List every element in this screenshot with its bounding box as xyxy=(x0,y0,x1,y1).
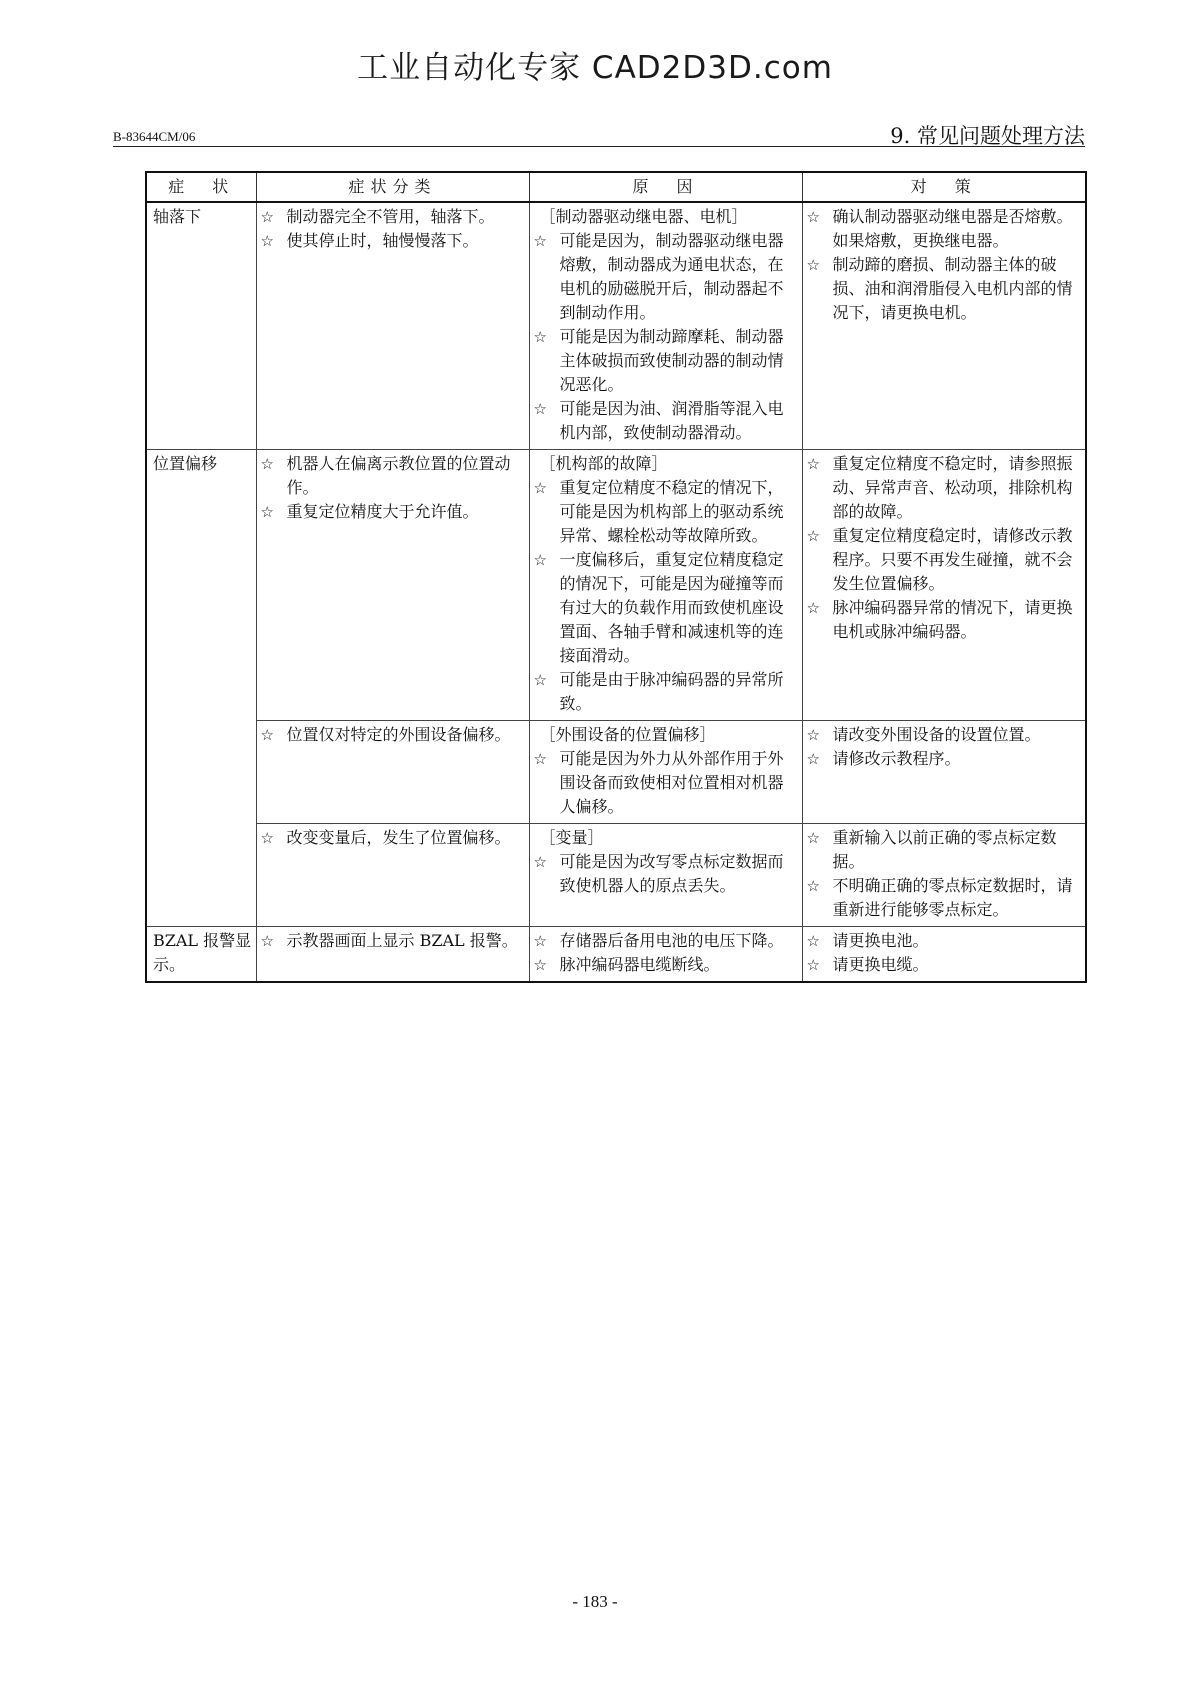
table-row xyxy=(146,824,1086,927)
list-item xyxy=(807,723,1082,747)
page-number: - 183 - xyxy=(572,1592,618,1611)
list-item xyxy=(261,723,525,747)
star-outline-icon: ☆ xyxy=(533,551,547,569)
item-text: 一度偏移后，重复定位精度稳定的情况下，可能是因为碰撞等而有过大的负载作用而致使机座设置面、各轴手臂和减速机等的连接面滑动。 xyxy=(559,550,784,665)
symptom-cell xyxy=(146,202,256,450)
watermark: 工业自动化专家 CAD2D3D.com xyxy=(357,50,833,86)
classification-list xyxy=(261,452,525,524)
star-outline-icon: ☆ xyxy=(806,527,820,545)
cause-cell xyxy=(529,824,802,927)
list-item xyxy=(534,229,798,325)
list-item xyxy=(261,205,525,229)
cause-cell xyxy=(529,721,802,824)
list-item xyxy=(534,476,798,548)
list-item xyxy=(807,596,1082,644)
list-item xyxy=(261,229,525,253)
star-outline-icon: ☆ xyxy=(806,750,820,768)
measure-list xyxy=(807,929,1082,977)
star-outline-icon: ☆ xyxy=(260,503,274,521)
cause-list xyxy=(534,929,798,977)
cause-list xyxy=(534,747,798,819)
item-text: 改变变量后，发生了位置偏移。 xyxy=(286,828,511,847)
cause-title: ［机构部的故障］ xyxy=(539,454,668,473)
star-outline-icon: ☆ xyxy=(533,853,547,871)
list-item xyxy=(807,524,1082,596)
troubleshooting-table xyxy=(145,171,1087,983)
star-outline-icon: ☆ xyxy=(533,328,547,346)
symptom-cell xyxy=(146,927,256,983)
item-text: 可能是因为制动蹄摩耗、制动器主体破损而致使制动器的制动情况恶化。 xyxy=(559,327,784,394)
item-text: 存储器后备用电池的电压下降。 xyxy=(559,931,784,950)
column-header-measure: 对 策 xyxy=(802,172,1086,202)
cause-list xyxy=(534,229,798,445)
star-outline-icon: ☆ xyxy=(533,671,547,689)
star-outline-icon: ☆ xyxy=(260,455,274,473)
item-text: 请更换电缆。 xyxy=(832,955,929,974)
list-item xyxy=(807,929,1082,953)
cause-cell xyxy=(529,927,802,983)
cause-cell xyxy=(529,450,802,721)
column-header-cause: 原 因 xyxy=(529,172,802,202)
item-text: 不明确正确的零点标定数据时，请重新进行能够零点标定。 xyxy=(832,876,1073,919)
item-text: 脉冲编码器电缆断线。 xyxy=(559,955,720,974)
list-item xyxy=(534,850,798,898)
star-outline-icon: ☆ xyxy=(533,750,547,768)
cause-list xyxy=(534,850,798,898)
measure-cell xyxy=(802,202,1086,450)
list-item xyxy=(534,397,798,445)
item-text: 重复定位精度大于允许值。 xyxy=(286,502,479,521)
column-header-symptom: 症 状 xyxy=(146,172,256,202)
star-outline-icon: ☆ xyxy=(533,232,547,250)
star-outline-icon: ☆ xyxy=(806,877,820,895)
star-outline-icon: ☆ xyxy=(806,208,820,226)
item-text: 请改变外围设备的设置位置。 xyxy=(832,725,1041,744)
star-outline-icon: ☆ xyxy=(260,829,274,847)
classification-cell xyxy=(256,202,529,450)
classification-cell xyxy=(256,927,529,983)
measure-cell xyxy=(802,824,1086,927)
classification-cell xyxy=(256,450,529,721)
list-item xyxy=(534,747,798,819)
list-item xyxy=(261,452,525,500)
symptom-cell xyxy=(146,450,256,927)
item-text: 可能是因为外力从外部作用于外围设备而致使相对位置相对机器人偏移。 xyxy=(559,749,784,816)
table-row xyxy=(146,202,1086,450)
list-item xyxy=(807,452,1082,524)
list-item xyxy=(261,500,525,524)
cause-list xyxy=(534,476,798,716)
classification-cell xyxy=(256,721,529,824)
list-item xyxy=(534,953,798,977)
classification-list xyxy=(261,929,525,953)
column-header-classification: 症状分类 xyxy=(256,172,529,202)
item-text: 请更换电池。 xyxy=(832,931,929,950)
table-row xyxy=(146,927,1086,983)
measure-list xyxy=(807,723,1082,771)
classification-list xyxy=(261,723,525,747)
star-outline-icon: ☆ xyxy=(533,479,547,497)
classification-list xyxy=(261,826,525,850)
list-item xyxy=(261,826,525,850)
measure-cell xyxy=(802,450,1086,721)
star-outline-icon: ☆ xyxy=(806,956,820,974)
item-text: 制动器完全不管用，轴落下。 xyxy=(286,207,495,226)
item-text: 机器人在偏离示教位置的位置动作。 xyxy=(286,454,511,497)
cause-cell xyxy=(529,202,802,450)
star-outline-icon: ☆ xyxy=(806,726,820,744)
item-text: 可能是因为油、润滑脂等混入电机内部，致使制动器滑动。 xyxy=(559,399,784,442)
cause-title: ［外围设备的位置偏移］ xyxy=(539,725,716,744)
star-outline-icon: ☆ xyxy=(806,455,820,473)
star-outline-icon: ☆ xyxy=(533,932,547,950)
item-text: 脉冲编码器异常的情况下，请更换电机或脉冲编码器。 xyxy=(832,598,1073,641)
list-item xyxy=(807,953,1082,977)
star-outline-icon: ☆ xyxy=(806,599,820,617)
header-rule xyxy=(113,146,1085,147)
cause-title: ［变量］ xyxy=(539,828,604,847)
item-text: 可能是因为改写零点标定数据而致使机器人的原点丢失。 xyxy=(559,852,784,895)
star-outline-icon: ☆ xyxy=(806,256,820,274)
cause-title: ［制动器驱动继电器、电机］ xyxy=(539,207,748,226)
star-outline-icon: ☆ xyxy=(260,932,274,950)
list-item xyxy=(261,929,525,953)
item-text: 示教器画面上显示 BZAL 报警。 xyxy=(286,931,518,950)
table-header-row xyxy=(146,172,1086,202)
table-row xyxy=(146,450,1086,721)
table-row xyxy=(146,721,1086,824)
list-item xyxy=(807,826,1082,874)
item-text: 请修改示教程序。 xyxy=(832,749,961,768)
item-text: 确认制动器驱动继电器是否熔敷。如果熔敷，更换继电器。 xyxy=(832,207,1073,250)
measure-cell xyxy=(802,721,1086,824)
star-outline-icon: ☆ xyxy=(806,932,820,950)
star-outline-icon: ☆ xyxy=(806,829,820,847)
item-text: 使其停止时，轴慢慢落下。 xyxy=(286,231,479,250)
measure-cell xyxy=(802,927,1086,983)
star-outline-icon: ☆ xyxy=(533,956,547,974)
classification-cell xyxy=(256,824,529,927)
item-text: 重复定位精度稳定时，请修改示教程序。只要不再发生碰撞，就不会发生位置偏移。 xyxy=(832,526,1073,593)
item-text: 可能是由于脉冲编码器的异常所致。 xyxy=(559,670,784,713)
symptom-text: BZAL 报警显示。 xyxy=(153,931,252,974)
measure-list xyxy=(807,205,1082,325)
measure-list xyxy=(807,452,1082,644)
doc-code: B-83644CM/06 xyxy=(113,129,196,144)
star-outline-icon: ☆ xyxy=(533,400,547,418)
list-item xyxy=(807,253,1082,325)
list-item xyxy=(807,747,1082,771)
list-item xyxy=(807,874,1082,922)
list-item xyxy=(534,929,798,953)
item-text: 可能是因为，制动器驱动继电器熔敷，制动器成为通电状态，在电机的励磁脱开后，制动器起不到制动作用。 xyxy=(559,231,784,322)
table-body xyxy=(146,202,1086,982)
classification-list xyxy=(261,205,525,253)
item-text: 重复定位精度不稳定的情况下，可能是因为机构部上的驱动系统异常、螺栓松动等故障所致。 xyxy=(559,478,784,545)
list-item xyxy=(807,205,1082,253)
star-outline-icon: ☆ xyxy=(260,208,274,226)
list-item xyxy=(534,668,798,716)
chapter-title: 9. 常见问题处理方法 xyxy=(890,124,1085,148)
list-item xyxy=(534,548,798,668)
item-text: 制动蹄的磨损、制动器主体的破损、油和润滑脂侵入电机内部的情况下，请更换电机。 xyxy=(832,255,1073,322)
star-outline-icon: ☆ xyxy=(260,232,274,250)
star-outline-icon: ☆ xyxy=(260,726,274,744)
item-text: 重新输入以前正确的零点标定数据。 xyxy=(832,828,1057,871)
item-text: 位置仅对特定的外围设备偏移。 xyxy=(286,725,511,744)
symptom-text: 轴落下 xyxy=(153,207,202,226)
list-item xyxy=(534,325,798,397)
measure-list xyxy=(807,826,1082,922)
symptom-text: 位置偏移 xyxy=(153,454,218,473)
item-text: 重复定位精度不稳定时，请参照振动、异常声音、松动项，排除机构部的故障。 xyxy=(832,454,1073,521)
